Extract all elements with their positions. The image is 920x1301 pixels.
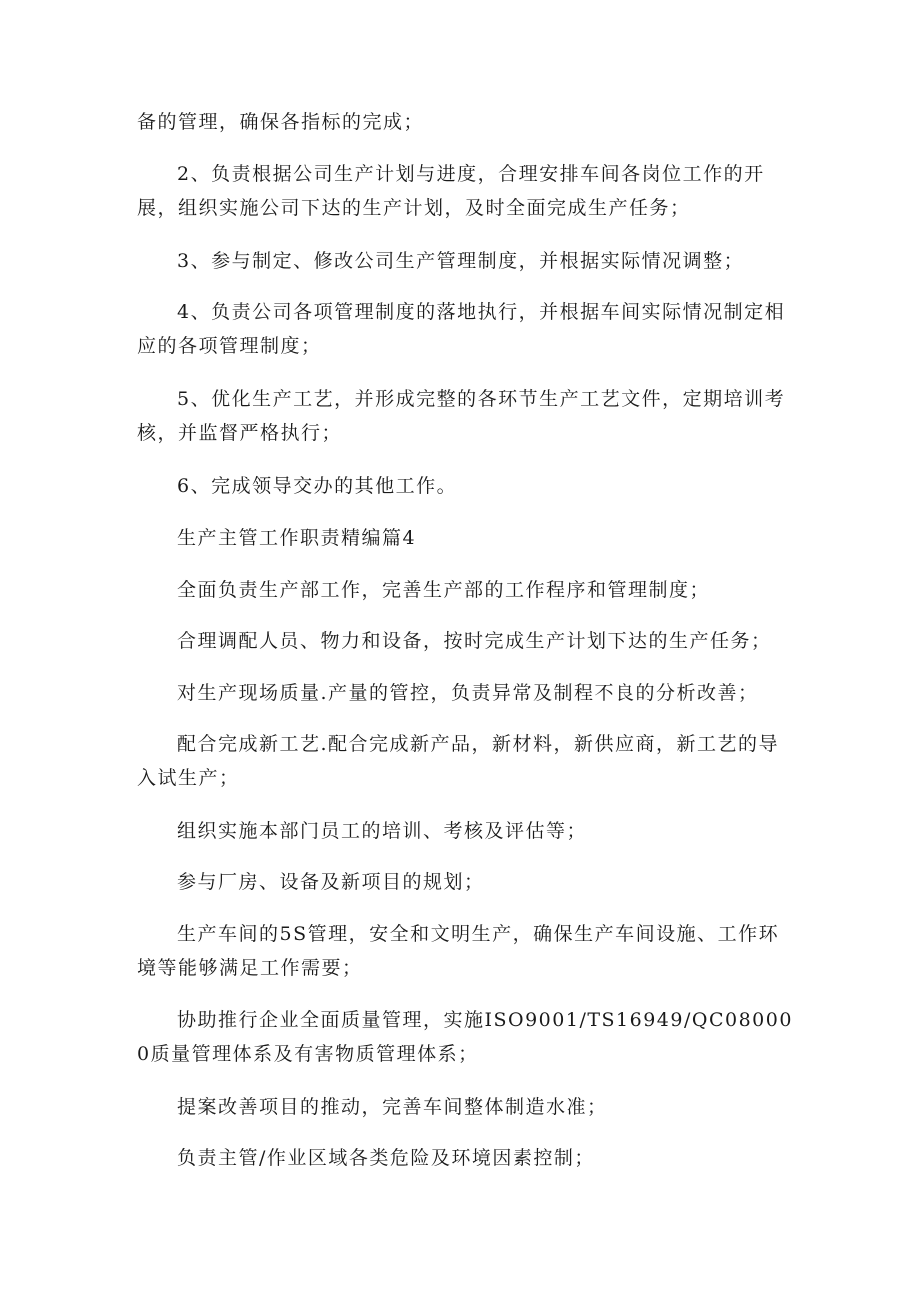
paragraph-item-3: 3、参与制定、修改公司生产管理制度，并根据实际情况调整；: [177, 250, 745, 272]
paragraph-item-4: 4、负责公司各项管理制度的落地执行，并根据车间实际情况制定相应的各项管理制度；: [137, 301, 786, 357]
section-heading: 生产主管工作职责精编篇4: [177, 527, 417, 549]
duty-paragraph: 对生产现场质量.产量的管控，负责异常及制程不良的分析改善；: [177, 682, 759, 704]
duty-paragraph: 配合完成新工艺.配合完成新产品，新材料，新供应商，新工艺的导入试生产；: [137, 733, 780, 789]
duty-paragraph: 协助推行企业全面质量管理，实施ISO9001/TS16949/QC080000质量管理体系及有害物质管理体系；: [137, 1009, 793, 1065]
duty-paragraph: 提案改善项目的推动，完善车间整体制造水准；: [177, 1096, 608, 1118]
duty-paragraph: 合理调配人员、物力和设备，按时完成生产计划下达的生产任务；: [177, 630, 772, 652]
duty-paragraph: 参与厂房、设备及新项目的规划；: [177, 871, 485, 893]
paragraph-item-6: 6、完成领导交办的其他工作。: [177, 475, 458, 497]
paragraph-item-5: 5、优化生产工艺，并形成完整的各环节生产工艺文件，定期培训考核，并监督严格执行；: [137, 388, 786, 444]
duty-paragraph: 生产车间的5S管理，安全和文明生产，确保生产车间设施、工作环境等能够满足工作需要；: [137, 923, 780, 979]
duty-paragraph: 组织实施本部门员工的培训、考核及评估等；: [177, 820, 588, 842]
duty-paragraph: 全面负责生产部工作，完善生产部的工作程序和管理制度；: [177, 579, 711, 601]
paragraph-item-2: 2、负责根据公司生产计划与进度，合理安排车间各岗位工作的开展，组织实施公司下达的生产计划，及时全面完成生产任务；: [137, 163, 765, 219]
duty-paragraph: 负责主管/作业区域各类危险及环境因素控制；: [177, 1147, 595, 1169]
paragraph-continuation: 备的管理，确保各指标的完成；: [137, 111, 425, 133]
